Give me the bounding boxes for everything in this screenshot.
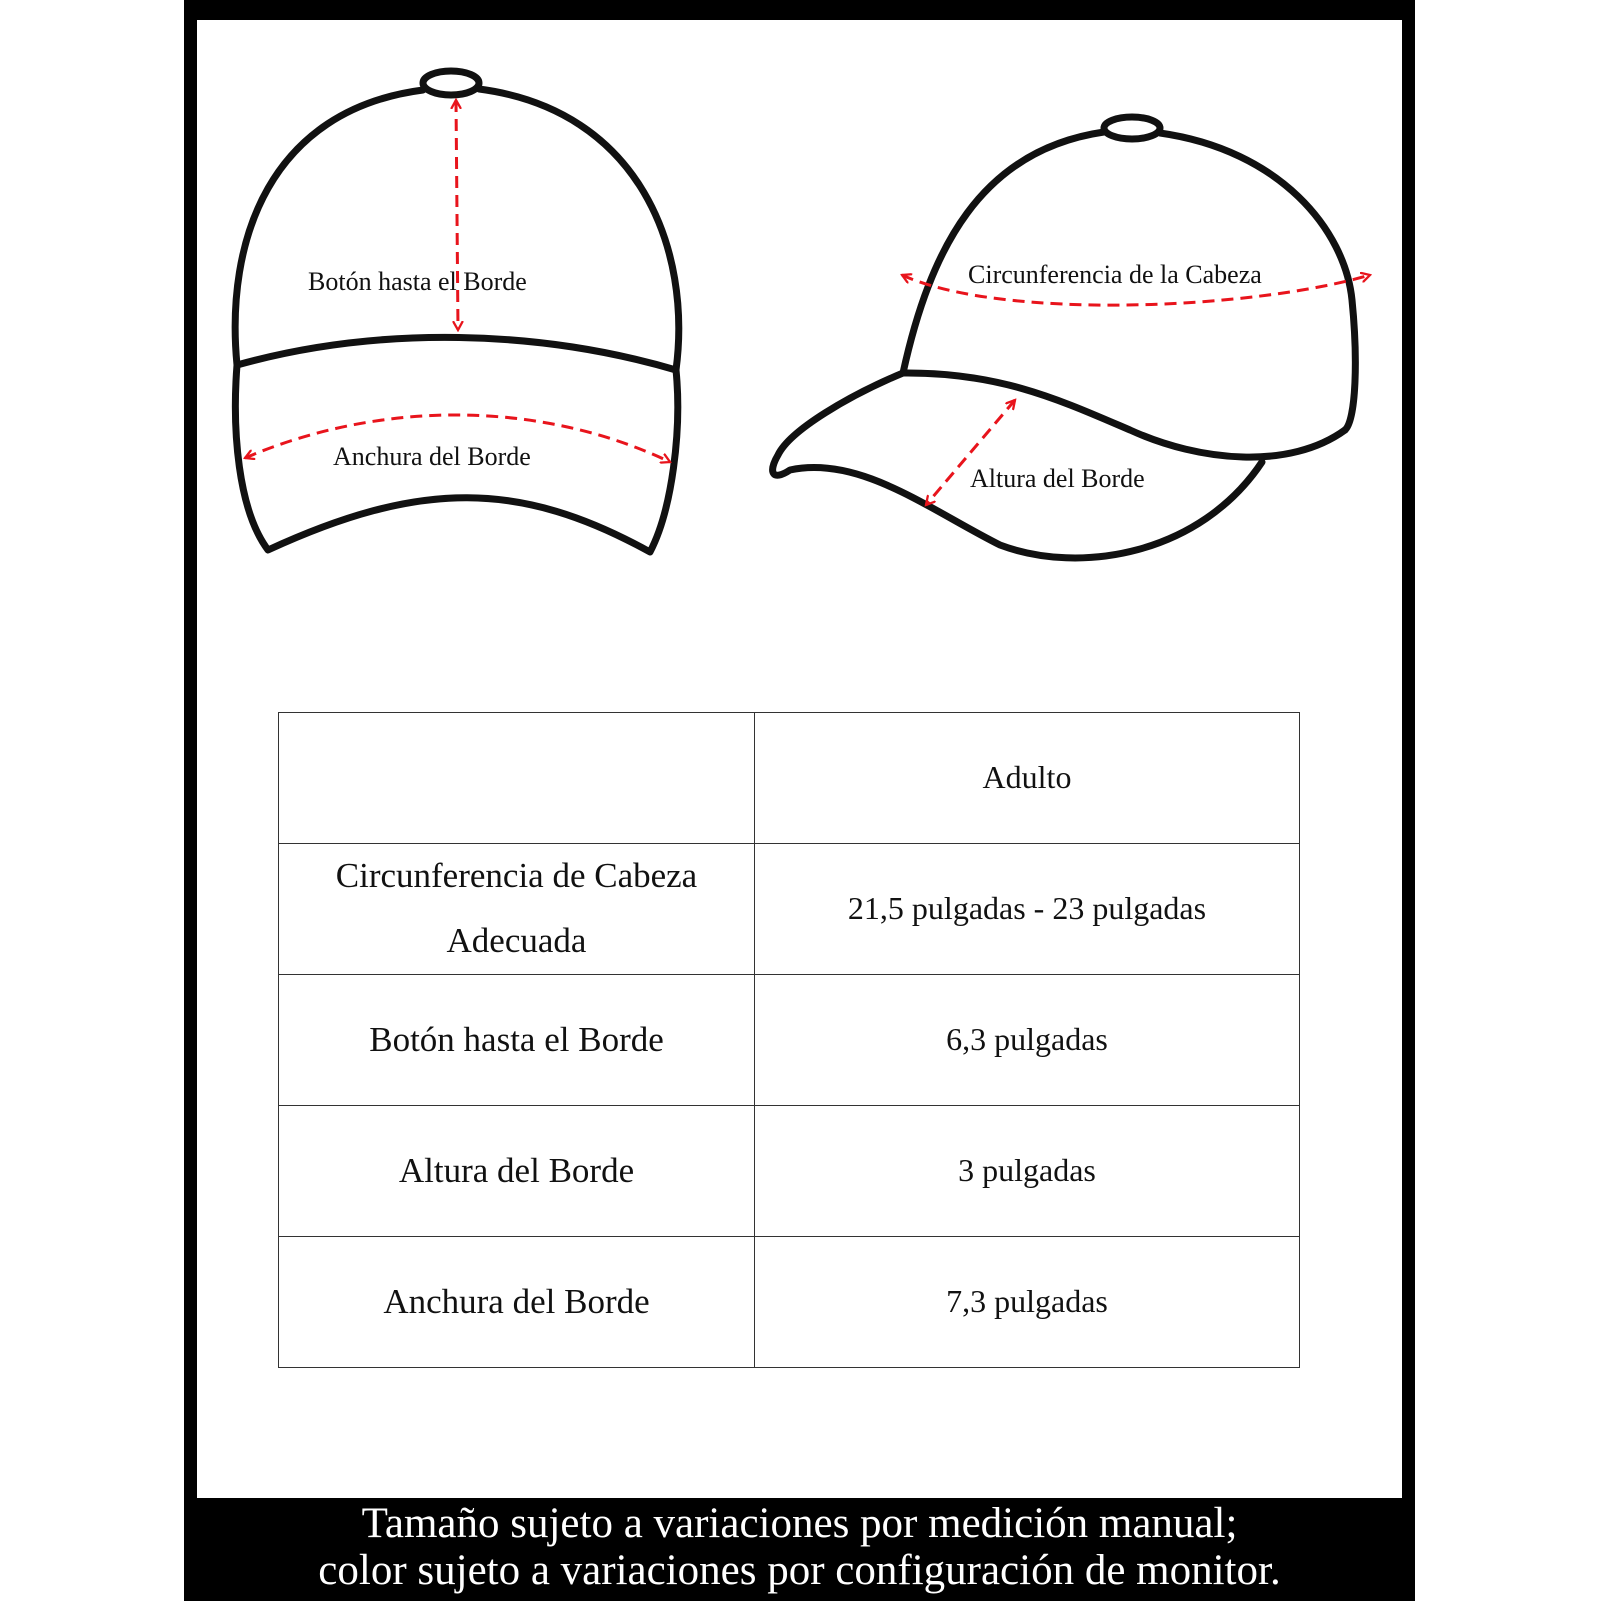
front-cap-band-line	[237, 337, 676, 370]
row-label	[279, 844, 755, 975]
table-row	[279, 1106, 1300, 1237]
row-value: 21,5 pulgadas - 23 pulgadas	[755, 844, 1300, 975]
side-cap-brim-top	[903, 373, 1345, 457]
disclaimer-footer	[184, 1500, 1415, 1601]
front-button-to-brim-label: Botón hasta el Borde	[308, 267, 527, 296]
row-value: 3 pulgadas	[755, 1106, 1300, 1237]
row-label-line1: Circunferencia de Cabeza	[335, 856, 698, 896]
side-cap-button	[1104, 117, 1160, 139]
table-header-row	[279, 713, 1300, 844]
row-label: Altura del Borde	[279, 1106, 755, 1237]
front-cap-button	[423, 71, 479, 95]
side-head-circumference-label: Circunferencia de la Cabeza	[968, 260, 1262, 289]
table-header-adult: Adulto	[755, 713, 1300, 844]
side-brim-height-label: Altura del Borde	[970, 464, 1145, 493]
row-value: 7,3 pulgadas	[755, 1237, 1300, 1368]
front-cap-crown	[235, 89, 679, 370]
table-header-empty-cell	[279, 713, 755, 844]
disclaimer-line-1: Tamaño sujeto a variaciones por medición manual;	[361, 1500, 1238, 1547]
size-table	[278, 712, 1300, 1368]
table-row	[279, 975, 1300, 1106]
row-label: Botón hasta el Borde	[279, 975, 755, 1106]
table-row	[279, 1237, 1300, 1368]
row-label-line2: Adecuada	[446, 921, 587, 960]
row-value: 6,3 pulgadas	[755, 975, 1300, 1106]
row-label: Anchura del Borde	[279, 1237, 755, 1368]
front-brim-width-label: Anchura del Borde	[333, 442, 531, 471]
cap-measurement-diagram	[0, 0, 1601, 640]
table-row	[279, 844, 1300, 975]
disclaimer-line-2: color sujeto a variaciones por configuración de monitor.	[318, 1547, 1281, 1594]
